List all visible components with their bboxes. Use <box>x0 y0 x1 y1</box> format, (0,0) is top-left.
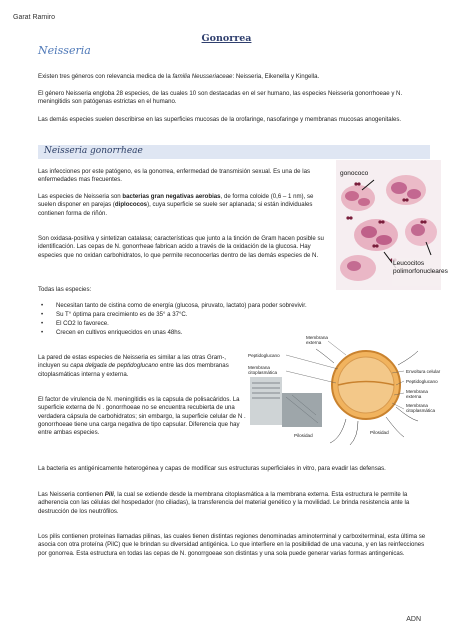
document-title: Gonorrea <box>201 33 252 44</box>
label-membrana-externa-2: externa <box>306 340 322 345</box>
paragraph-families: Existen tres géneros con relevancia medica de la familia Neusseriaceae: Neisseria, Eikenella y Kingella. <box>38 73 320 80</box>
footer-label: ADN <box>406 616 421 623</box>
cell-wall-section <box>250 377 282 425</box>
list-item: • Crecen en cultivos enriquecidos en unas 48hs. <box>38 329 308 338</box>
paragraph-infection: Las infecciones por este patógeno, es la gonorrea, enfermedad de transmisión sexual. Es una de las enfermedades mas frecuentes. <box>38 168 311 184</box>
gram-stain-micrograph <box>336 160 448 290</box>
paragraph-other-species: Las demás especies suelen describirse en las superficies mucosas de la orofaringe, nasofaringe y membranas mucosas anogenitales. <box>38 116 402 123</box>
paragraph-morphology: Las especies de Neisseria son bacterias gran negativas aerobias, de forma coloide (0,6 – 1 nm), se suelen disponer en parejas (diplococos), cuya superficie se suele ser aplanada; si están individuales contienen forma de riñón. <box>38 193 314 217</box>
list-item: • Necesitan tanto de cistina como de energía (glucosa, piruvato, lactato) para poder sobrevivir. <box>38 302 308 311</box>
section-heading-neisseria: Neisseria <box>38 44 91 57</box>
label-pilosidad-left: Pilosidad <box>294 433 313 438</box>
label-gonococo: gonococo <box>340 170 369 177</box>
paragraph-oxidase: Son oxidasa-positiva y sintetizan catalasa; características que junto a la tinción de Gram hacen posible su identificación. Las cepas de N. gonorrheae fabrican acido a través de la oxidación de la glucosa. Hay especies que no oxidan carbohidratos, lo que permite reconocerlas dentro de las demás especies de N. <box>38 235 324 259</box>
author-name: Garat Ramiro <box>13 14 56 21</box>
paragraph-genus: El género Neisseria engloba 28 especies, de las cuales 10 son destacadas en el ser humano, las especies Neisseria gonorrhoeae y N. meningitidis son patógenas estrictas en el humano. <box>38 90 403 106</box>
paragraph-all-species: Todas las especies: <box>38 286 92 293</box>
label-peptidoglucano-right: Peptidoglucano <box>406 379 438 384</box>
cell-wall-diagram <box>246 333 446 451</box>
diplococcus-cell <box>332 351 400 419</box>
section-heading-gonorrheae: Neisseria gonorrheae <box>44 146 143 156</box>
label-envoltura-celular: Envoltura celular <box>406 369 441 374</box>
label-membrana-citoplasmatica-right-2: citoplasmática <box>406 408 436 413</box>
label-membrana-citoplasmatica-right: Membrana <box>406 403 428 408</box>
label-membrana-externa-right-2: externa <box>406 394 422 399</box>
label-membrana-citoplasmatica: Membrana <box>248 365 270 370</box>
paragraph-pilins: Los pilis contienen proteínas llamadas pilinas, las cuales tienen distintas regiones denominadas aminoterminal y carboxiterminal, esta última se asocia con otra proteína (PilC) que le brindan su diversidad antigénica. Lo que interfiere en la posibilidad de una vacuna, y en las reinfecciones por gonorrea. Esta estructura en todas las cepas de N. gonorrgoeae son distintas y una sola puede generar varias formas antingenicas. <box>38 533 426 557</box>
label-membrana-externa-right: Membrana <box>406 389 428 394</box>
label-membrana-externa: Membrana <box>306 335 328 340</box>
paragraph-cell-wall: La pared de estas especies de Neisseria es similar a las otras Gram-, incluyen su capa delgada de peptidoglucano entre las dos membranas citoplasmáticas interna y externa. <box>38 354 229 378</box>
paragraph-virulence: El factor de virulencia de N. meningitidis es la capsula de polisacáridos. La superficie externa de N . gonorrhoeae no se encuentra recubierta de una verdadera cápsula de carbohidratos; sin embargo, la superficie celular de N . gonorrhoeae tiene una carga negativa de tipo capsular. Diferencia que hay entre ambas especies. <box>38 396 246 437</box>
paragraph-antigenic: La bacteria es antigénicamente heterogénea y capas de modificar sus estructuras superficiales in vitro, para evadir las defensas. <box>38 465 386 472</box>
label-peptidoglucano: Peptidoglucano <box>248 353 280 358</box>
paragraph-pili: Las Neisseria contienen Pili, la cual se extiende desde la membrana citoplasmática a la membrana externa. Esta estructura le permite la adherencia con las células del hospedador (no ciliadas), la transferencia del material genético y la movilidad. Le brinda resistencia ante la destrucción de los neutrófilos. <box>38 491 410 515</box>
list-item: • El CO2 lo favorece. <box>38 320 308 329</box>
list-item: • Su T° óptima para crecimiento es de 35° a 37°C. <box>38 311 308 320</box>
label-membrana-citoplasmatica-2: citoplasmática <box>248 370 278 375</box>
label-polimorfonucleares: polimorfonucleares <box>393 268 448 275</box>
label-leucocitos: Leucocitos <box>393 260 425 267</box>
label-pilosidad-right: Pilosidad <box>370 430 389 435</box>
